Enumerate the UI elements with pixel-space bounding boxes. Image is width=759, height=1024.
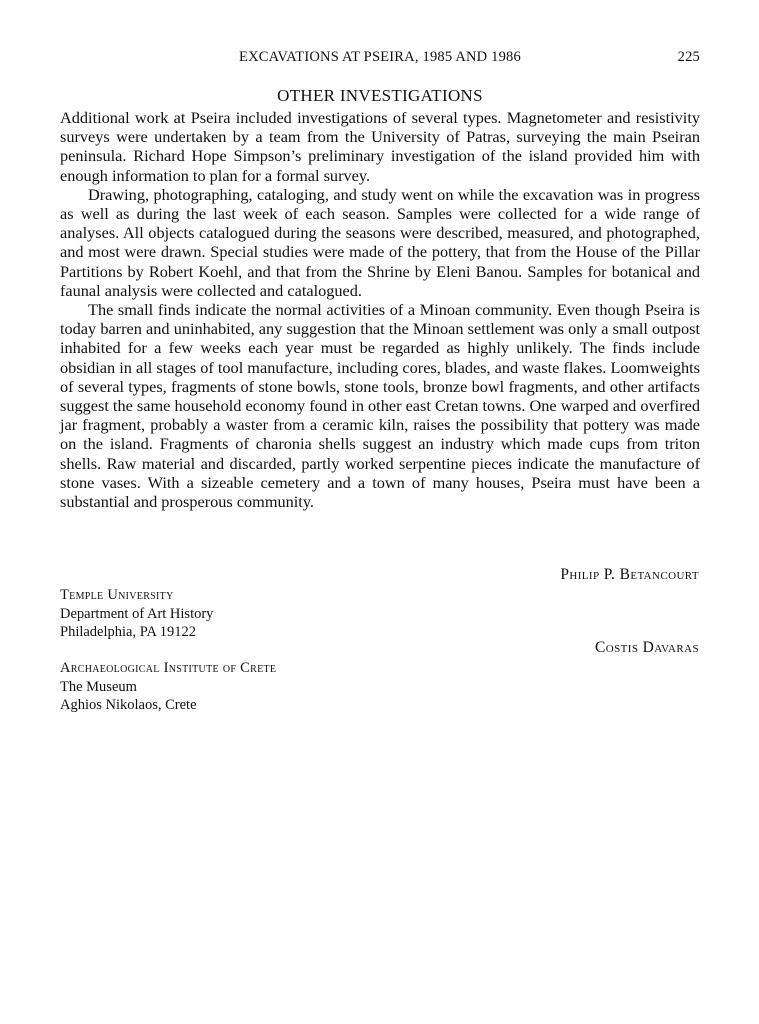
paragraph-2: Drawing, photographing, cataloging, and study went on while the excavation was in progress as well as during the last week of each season. Samples were collected for a wide range of analyses. All objects catalogued during the seasons were described, measured, and photographed, and most were drawn. Special studies were made of the pottery, that from the House of the Pillar Partitions by Robert Koehl, and that from the Shrine by Eleni Banou. Samples for botanical and faunal analysis were collected and catalogued.	[60, 184, 700, 300]
running-header	[60, 49, 700, 69]
affiliation-institution: Temple University	[60, 587, 174, 603]
paragraph-1: Additional work at Pseira included investigations of several types. Magnetometer and resistivity surveys were undertaken by a team from the University of Patras, surveying the main Pseiran peninsula. Richard Hope Simpson’s preliminary investigation of the island provided him with enough information to plan for a formal survey.	[60, 108, 700, 185]
body-text	[60, 108, 700, 511]
section-heading: OTHER INVESTIGATIONS	[277, 86, 483, 105]
author-name-davaras: Costis Davaras	[595, 639, 699, 656]
affiliation-temple	[60, 586, 213, 642]
author-name-betancourt: Philip P. Betancourt	[560, 566, 699, 583]
affiliation-department: The Museum	[60, 678, 137, 695]
paragraph-3: The small finds indicate the normal activities of a Minoan community. Even though Pseira is today barren and uninhabited, any suggestion that the Minoan settlement was only a small outpost inhabited for a few weeks each year must be regarded as highly unlikely. The finds include obsidian in all stages of tool manufacture, including cores, blades, and waste flakes. Loomweights of several types, fragments of stone bowls, stone tools, bronze bowl fragments, and other artifacts suggest the same household economy found in other east Cretan towns. One warped and overfired jar fragment, probably a waster from a ceramic kiln, raises the possibility that pottery was made on the island. Fragments of charonia shells suggest an industry which made cups from triton shells. Raw material and discarded, partly worked serpentine pieces indicate the manufacture of stone vases. With a sizeable cemetery and a town of many houses, Pseira must have been a substantial and prosperous community.	[60, 300, 700, 512]
affiliation-institution: Archaeological Institute of Crete	[60, 660, 277, 676]
affiliation-department: Department of Art History	[60, 605, 214, 622]
affiliation-location: Aghios Nikolaos, Crete	[60, 697, 197, 713]
affiliation-location: Philadelphia, PA 19122	[60, 624, 197, 640]
running-title: EXCAVATIONS AT PSEIRA, 1985 AND 1986	[239, 49, 521, 65]
affiliation-crete	[60, 659, 276, 715]
page-number: 225	[677, 49, 700, 65]
